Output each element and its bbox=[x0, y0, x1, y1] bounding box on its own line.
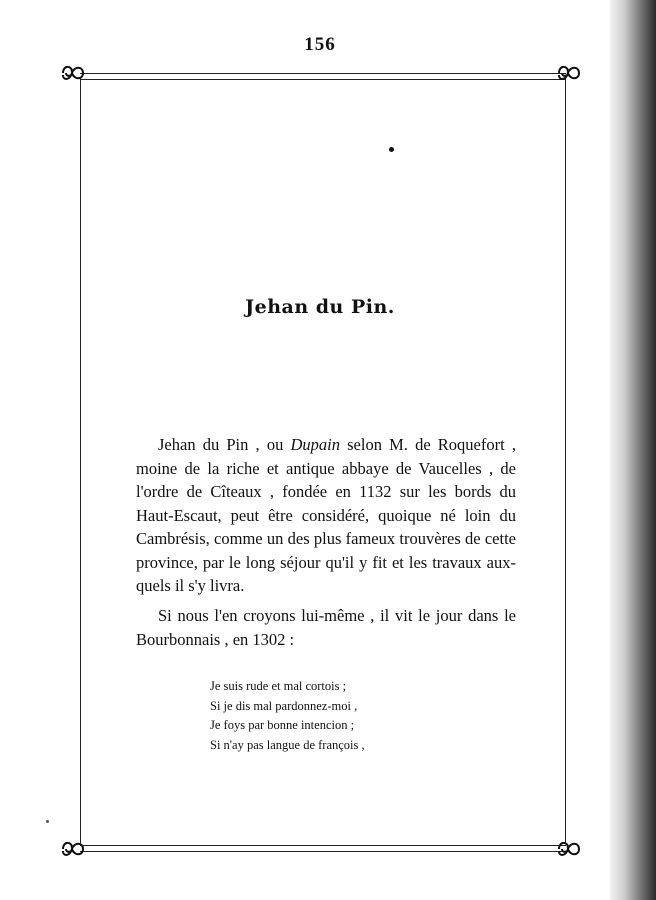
fleuron-icon bbox=[60, 62, 86, 84]
text-line: Jehan du Pin , ou Dupain selon M. de Roquefort , bbox=[158, 435, 516, 454]
page-edge-shadow bbox=[610, 0, 656, 900]
text-line: Bourbonnais , en 1302 : bbox=[136, 629, 295, 649]
verse-line: Si je dis mal pardonnez-moi , bbox=[210, 698, 358, 713]
text-line: Haut-Escaut, peut être considéré, quoique né loin du bbox=[136, 505, 516, 525]
text-line: province, par le long séjour qu'il y fit et les travaux aux- bbox=[136, 552, 516, 572]
text-line: Si nous l'en croyons lui-même , il vit le jour dans le bbox=[158, 606, 516, 625]
verse-line: Je foys par bonne intencion ; bbox=[210, 718, 355, 732]
fleuron-icon bbox=[556, 62, 582, 84]
page-number: 156 bbox=[304, 34, 336, 55]
paragraph-1 bbox=[136, 433, 516, 598]
text-line: moine de la riche et antique abbaye de Vaucelles , de bbox=[136, 458, 516, 478]
paper-speck bbox=[46, 820, 49, 823]
ink-dot bbox=[389, 147, 394, 152]
text-line: Cambrésis, comme un des plus fameux trouvères de cette bbox=[136, 529, 516, 548]
text-line: quels il s'y livra. bbox=[136, 576, 245, 595]
verse-quotation bbox=[210, 677, 430, 755]
text-line: l'ordre de Cîteaux , fondée en 1132 sur les bords du bbox=[136, 482, 516, 501]
verse-line: Si n'ay pas langue de françois , bbox=[210, 737, 365, 752]
fleuron-icon bbox=[60, 838, 86, 860]
fleuron-icon bbox=[556, 838, 582, 860]
chapter-title: Jehan du Pin. bbox=[245, 296, 395, 318]
border-bottom-inner-line bbox=[80, 845, 566, 846]
border-top-line bbox=[80, 73, 566, 74]
paragraph-2 bbox=[136, 604, 516, 651]
verse-line: Je suis rude et mal cortois ; bbox=[210, 679, 347, 693]
border-bottom-line bbox=[80, 851, 566, 852]
